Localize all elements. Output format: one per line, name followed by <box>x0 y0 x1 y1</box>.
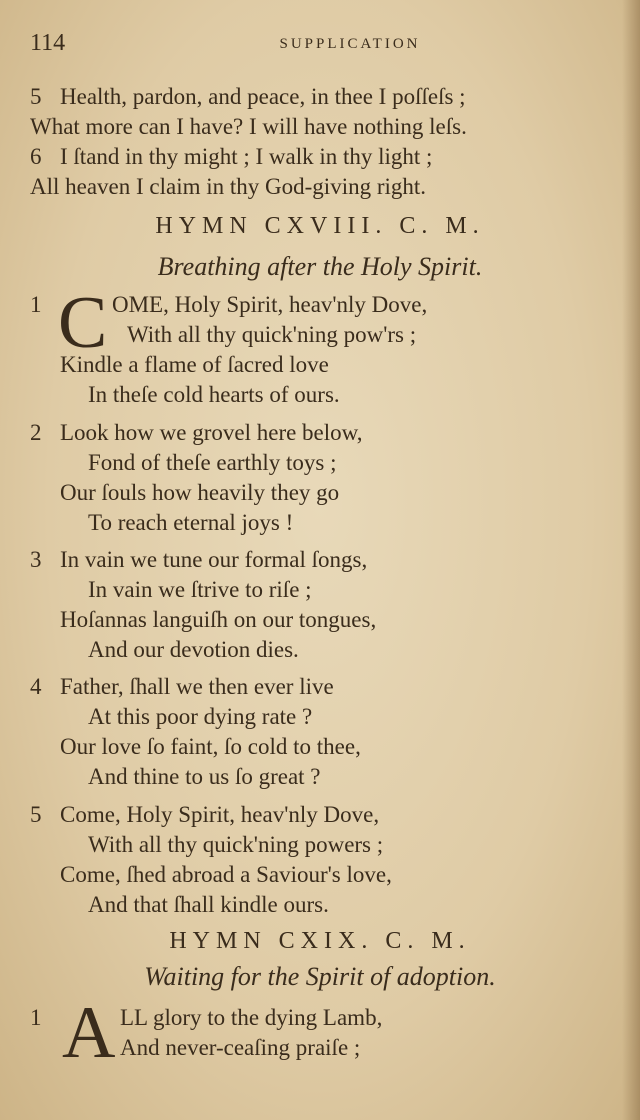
verse-line: OME, Holy Spirit, heav'nly Dove, <box>112 292 428 317</box>
hymn-subtitle: Waiting for the Spirit of adoption. <box>144 962 496 991</box>
verse-line: In vain we tune our formal ſongs, <box>60 547 368 572</box>
verse-line: Kindle a flame of ſacred love <box>60 352 329 377</box>
drop-cap: A <box>62 992 116 1074</box>
verse-line: And that ſhall kindle ours. <box>88 892 329 917</box>
page-number: 114 <box>30 30 66 56</box>
drop-cap: C <box>58 282 108 364</box>
stanza-number: 4 <box>30 674 42 699</box>
stanza-number: 1 <box>30 292 42 317</box>
verse-line: And thine to us ſo great ? <box>88 764 321 789</box>
hymn-title: HYMN CXIX. C. M. <box>169 928 471 954</box>
verse-line: Our love ſo faint, ſo cold to thee, <box>60 734 361 759</box>
verse-line: Come, ſhed abroad a Saviour's love, <box>60 862 392 887</box>
verse-line: With all thy quick'ning powers ; <box>88 832 384 857</box>
hymn-title: HYMN CXVIII. C. M. <box>155 213 485 239</box>
stanza-number: 6 <box>30 144 42 169</box>
verse-line: And never-ceaſing praiſe ; <box>120 1035 361 1060</box>
running-head: SUPPLICATION <box>279 36 421 52</box>
verse-line: Fond of theſe earthly toys ; <box>88 450 337 475</box>
verse-line: LL glory to the dying Lamb, <box>120 1005 383 1030</box>
verse-line: Look how we grovel here below, <box>60 420 363 445</box>
stanza-number: 1 <box>30 1005 42 1030</box>
verse-line: Health, pardon, and peace, in thee I poſſeſs ; <box>60 84 466 109</box>
verse-line: To reach eternal joys ! <box>88 510 294 535</box>
page-header <box>30 30 610 60</box>
stanza-number: 5 <box>30 802 42 827</box>
stanza-number: 5 <box>30 84 42 109</box>
stanza-number: 2 <box>30 420 42 445</box>
verse-line: And our devotion dies. <box>88 637 299 662</box>
verse-line: With all thy quick'ning pow'rs ; <box>127 322 417 347</box>
verse-line: Our ſouls how heavily they go <box>60 480 340 505</box>
verse-line: In theſe cold hearts of ours. <box>88 382 340 407</box>
verse-line: Come, Holy Spirit, heav'nly Dove, <box>60 802 380 827</box>
verse-line: In vain we ſtrive to riſe ; <box>88 577 312 602</box>
verse-line: Father, ſhall we then ever live <box>60 674 334 699</box>
hymn-subtitle: Breathing after the Holy Spirit. <box>157 252 483 281</box>
stanza-number: 3 <box>30 547 42 572</box>
verse-line: Hoſannas languiſh on our tongues, <box>60 607 377 632</box>
verse-line: I ſtand in thy might ; I walk in thy light ; <box>60 144 433 169</box>
verse-line: All heaven I claim in thy God-giving right. <box>30 174 427 199</box>
verse-line: What more can I have? I will have nothing leſs. <box>30 114 467 139</box>
verse-line: At this poor dying rate ? <box>88 704 313 729</box>
